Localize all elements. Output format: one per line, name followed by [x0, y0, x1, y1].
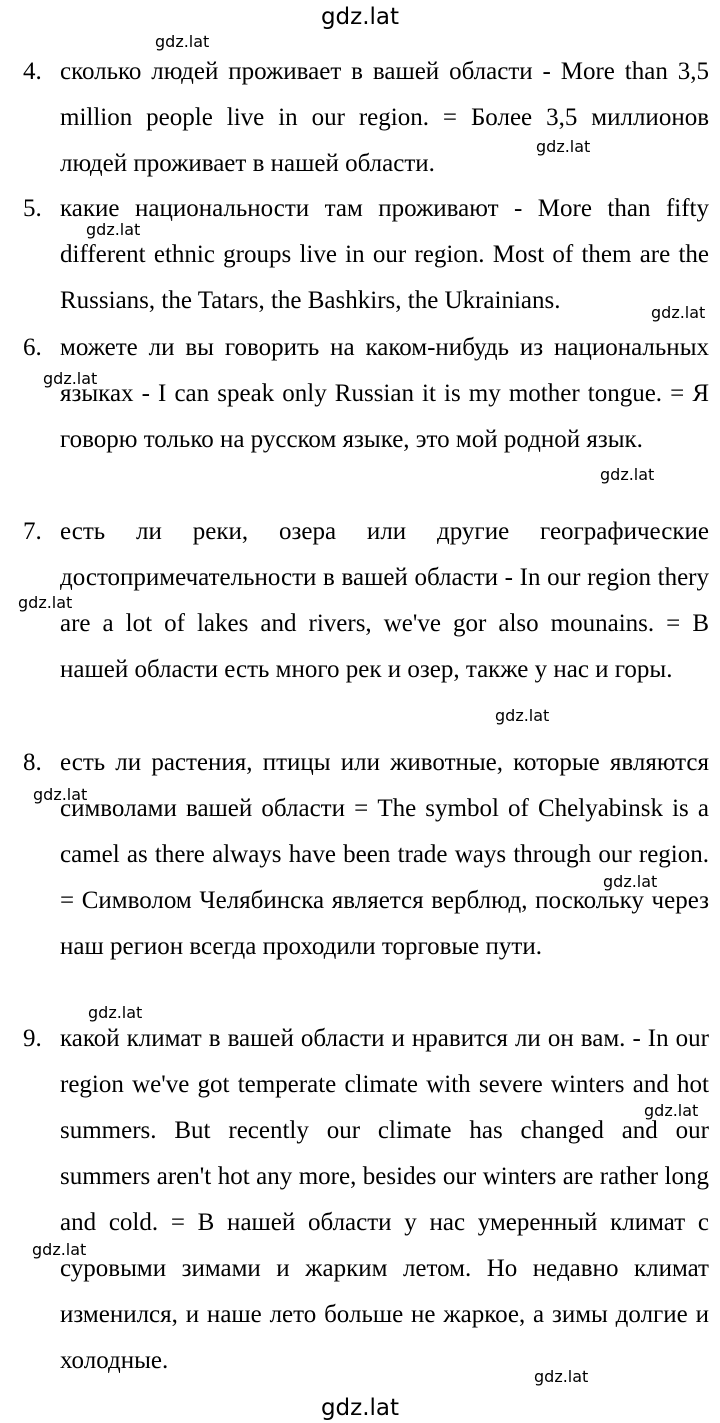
- watermark: gdz.lat: [651, 303, 706, 322]
- list-item-6: [23, 325, 709, 463]
- item-number: 8.: [23, 749, 42, 776]
- watermark: gdz.lat: [644, 1101, 699, 1120]
- item-text: есть ли реки, озера или другие географические достопримечательности в вашей области - In our region thery are a lot of lakes and rivers, we've gor also mounains. = В нашей области есть много рек и озер, также у нас и горы.: [60, 518, 709, 683]
- list-item-7: [23, 509, 709, 693]
- item-number: 4.: [23, 58, 42, 85]
- watermark: gdz.lat: [534, 1367, 589, 1386]
- item-text: можете ли вы говорить на каком-нибудь из национальных языках - I can speak only Russian it is my mother tongue. = Я говорю только на русском языке, это мой родной язык.: [60, 334, 709, 453]
- item-text: есть ли растения, птицы или животные, которые являются символами вашей области = The symbol of Chelyabinsk is a camel as there always have been trade ways through our region. = Символом Челябинска является верблюд, поскольку через наш регион всегда проходили торговые пути.: [60, 749, 709, 960]
- watermark: gdz.lat: [88, 1003, 143, 1022]
- item-text: какие национальности там проживают - More than fifty different ethnic groups live in our region. Most of them are the Russians, the Tatars, the Bashkirs, the Ukrainians.: [60, 195, 709, 314]
- item-number: 9.: [23, 1025, 42, 1052]
- watermark: gdz.lat: [32, 1240, 87, 1259]
- list-item-5: [23, 186, 709, 324]
- watermark: gdz.lat: [33, 785, 88, 804]
- item-number: 5.: [23, 195, 42, 222]
- site-brand-header: gdz.lat: [320, 4, 400, 30]
- item-number: 6.: [23, 334, 42, 361]
- watermark: gdz.lat: [43, 369, 98, 388]
- watermark: gdz.lat: [536, 137, 591, 156]
- item-text: сколько людей проживает в вашей области - More than 3,5 million people live in our region. = Более 3,5 миллионов людей проживает в нашей области.: [60, 58, 709, 177]
- list-item-4: [23, 49, 709, 187]
- watermark: gdz.lat: [155, 32, 210, 51]
- list-item-8: [23, 740, 709, 970]
- watermark: gdz.lat: [603, 872, 658, 891]
- item-number: 7.: [23, 518, 42, 545]
- item-text: какой климат в вашей области и нравится ли он вам. - In our region we've got temperate climate with severe winters and hot summers. But recently our climate has changed and our summers aren't hot any more, besides our winters are rather long and cold. = В нашей области у нас умеренный климат с суровыми зимами и жарким летом. Но недавно климат изменился, и наше лето больше не жаркое, а зимы долгие и холодные.: [60, 1025, 709, 1374]
- watermark: gdz.lat: [18, 593, 73, 612]
- list-item-9: [23, 1016, 709, 1384]
- watermark: gdz.lat: [86, 220, 141, 239]
- watermark: gdz.lat: [600, 465, 655, 484]
- site-brand-footer: gdz.lat: [320, 1395, 400, 1421]
- watermark: gdz.lat: [495, 706, 550, 725]
